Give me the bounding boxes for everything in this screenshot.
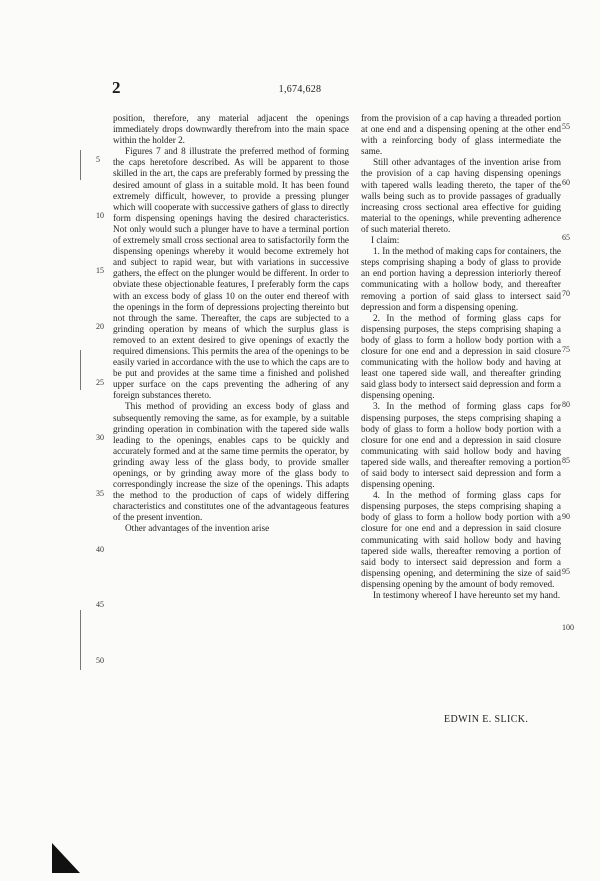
paragraph: In testimony whereof I have hereunto set my hand. — [373, 590, 561, 601]
paragraph: This method of providing an excess body of glass and subsequently removing the same, as for example, by a suitable grinding operation in combination with the tapered side walls leading to the openings, enables caps to be quickly and accurately formed and at the same time permits the operator, by grinding away less of the glass body, to provide smaller openings, or by grinding away more of the glass body to correspondingly increase the size of the openings. This adapts the method to the production of caps of widely differing characteristics and constitutes one of the advantageous features of the present invention. — [113, 401, 349, 523]
line-number: 100 — [562, 623, 574, 632]
line-number: 55 — [562, 122, 570, 131]
line-number: 5 — [96, 155, 100, 164]
margin-mark — [80, 350, 81, 390]
corner-mark-icon — [52, 843, 80, 873]
line-number: 50 — [96, 656, 104, 665]
line-number: 10 — [96, 211, 104, 220]
line-number: 40 — [96, 545, 104, 554]
line-number: 70 — [562, 289, 570, 298]
margin-mark — [80, 610, 81, 670]
claims-heading: I claim: — [371, 235, 400, 246]
claim: 1. In the method of making caps for containers, the steps comprising shaping a body of glass to provide an end portion having a depression interiorly thereof communicating with a hollow body, and thereafter removing a portion of said glass to intersect said depression and form a dispensing opening. — [361, 246, 561, 312]
page-number: 2 — [112, 78, 121, 97]
line-number: 20 — [96, 322, 104, 331]
line-number: 60 — [562, 178, 570, 187]
paragraph: Other advantages of the invention arise — [125, 523, 270, 534]
patent-number: 1,674,628 — [278, 84, 322, 95]
line-number: 25 — [96, 378, 104, 387]
line-number: 15 — [96, 266, 104, 275]
line-number: 95 — [562, 567, 570, 576]
line-number: 65 — [562, 233, 570, 242]
claim: 2. In the method of forming glass caps for dispensing purposes, the steps comprising shaping a body of glass to form a hollow body portion with a closure for one end and a depression in said closure communicating with the hollow body and having at least one tapered side wall, and thereafter grinding said glass body to intersect said depression and form a dispensing opening. — [361, 312, 561, 401]
right-column — [361, 113, 561, 601]
line-number: 35 — [96, 489, 104, 498]
signature: EDWIN E. SLICK. — [444, 714, 529, 725]
paragraph: Still other advantages of the invention arise from the provision of a cap having dispensing openings with tapered walls leading thereto, the taper of the walls being such as to provide passages of gradually increasing cross sectional area effective for guiding material to the openings, while preventing adherence of such material thereto. — [361, 157, 561, 234]
margin-mark — [80, 150, 81, 180]
line-number: 80 — [562, 400, 570, 409]
line-number: 45 — [96, 600, 104, 609]
paragraph: from the provision of a cap having a threaded portion at one end and a dispensing opening at the other end with a reinforcing body of glass intermediate the same. — [361, 113, 561, 157]
left-column — [113, 113, 349, 535]
line-number: 30 — [96, 433, 104, 442]
claim: 4. In the method of forming glass caps for dispensing purposes, the steps comprising shaping a body of glass to form a hollow body portion with a closure for one end and a depression in said closure communicating with said hollow body and having tapered side walls, thereafter removing a portion of said body to intersect said depression and form a dispensing opening, and determining the size of said dispensing opening by the amount of body removed. — [361, 490, 561, 589]
paragraph: position, therefore, any material adjacent the openings immediately drops downwardly therefrom into the main space within the holder 2. — [113, 113, 349, 146]
line-number: 85 — [562, 456, 570, 465]
paragraph: Figures 7 and 8 illustrate the preferred method of forming the caps heretofore described. As will be apparent to those skilled in the art, the caps are preferably formed by pressing the desired amount of glass in a suitable mold. It has been found extremely difficult, however, to provide a pressing plunger which will cooperate with successive gathers of glass to directly form dispensing openings having the desired characteristics. Not only would such a plunger have to have a terminal portion of extremely small cross sectional area to satisfactorily form the dispensing openings whereby it would become extremely hot and subject to rapid wear, but with variations in successive gathers, the effect on the plunger would be different. In order to obviate these objectionable features, I preferably form the caps with an excess body of glass 10 on the outer end thereof with the openings in the form of depressions projecting thereinto but not through the same. Thereafter, the caps are subjected to a grinding operation by means of which the surplus glass is removed to an extent desired to give openings of exactly the required dimensions. This permits the area of the openings to be easily varied in accordance with the use to which the caps are to be put and provides at the same time a finished and polished upper surface on the caps preventing the adhering of any foreign substances thereto. — [113, 146, 349, 401]
line-number: 75 — [562, 345, 570, 354]
line-number: 90 — [562, 512, 570, 521]
claim: 3. In the method of forming glass caps for dispensing purposes, the steps comprising shaping a body of glass to form a hollow body portion with a closure for one end and a depression in said closure communicating with said hollow body and having tapered side walls, and thereafter removing a portion of said body to intersect said depression and form a dispensing opening. — [361, 401, 561, 490]
